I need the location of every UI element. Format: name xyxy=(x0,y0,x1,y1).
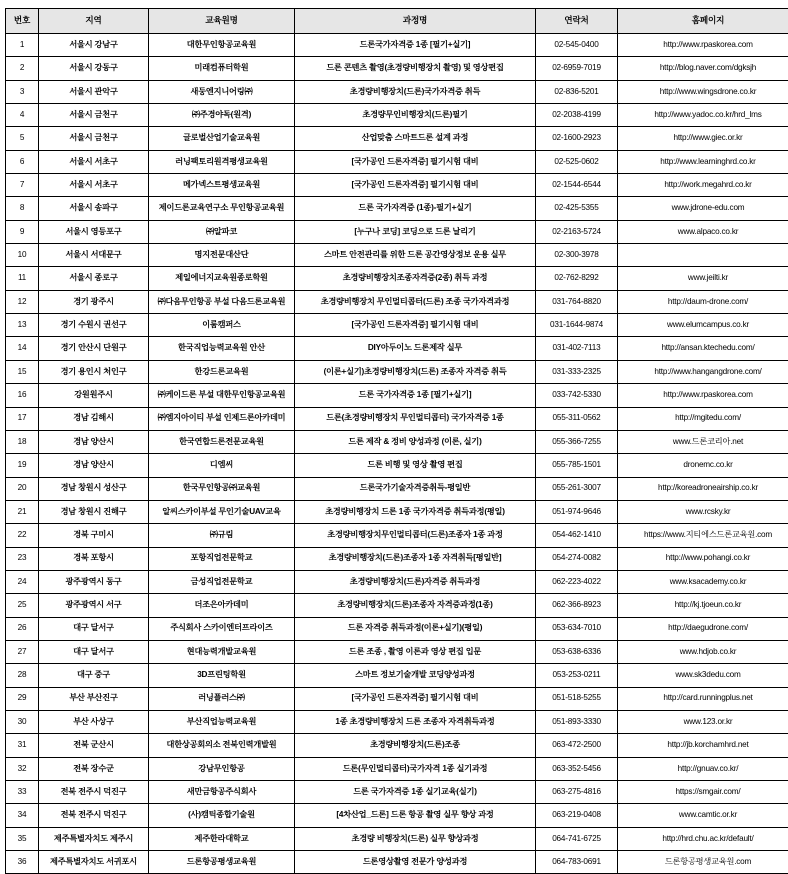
table-row xyxy=(6,664,788,687)
cell-tel: 064-741-6725 xyxy=(536,827,618,850)
cell-institution: 글로벌산업기술교육원 xyxy=(149,127,295,150)
cell-course: 드론 국가자격증 1종 [필기+실기] xyxy=(295,384,536,407)
cell-institution: ㈜엠지아이티 부설 인제드론아카데미 xyxy=(149,407,295,430)
cell-institution: 대한무인항공교육원 xyxy=(149,34,295,57)
cell-region: 대구 달서구 xyxy=(39,617,149,640)
cell-region: 경기 안산시 단원구 xyxy=(39,337,149,360)
table-header-row xyxy=(6,9,788,34)
cell-institution: 디엠씨 xyxy=(149,454,295,477)
cell-course: 초경량비행장치 무인멀티콥터(드론) 조종 국가자격과정 xyxy=(295,290,536,313)
cell-course: 드론국가기술자격증취득-평일반 xyxy=(295,477,536,500)
cell-no: 15 xyxy=(6,360,39,383)
cell-no: 7 xyxy=(6,174,39,197)
cell-course: [4차산업_드론] 드론 항공 촬영 실무 향상 과정 xyxy=(295,804,536,827)
table-row xyxy=(6,781,788,804)
table-row xyxy=(6,290,788,313)
cell-institution: 더조은아카데미 xyxy=(149,594,295,617)
table-row xyxy=(6,524,788,547)
cell-website[interactable]: http://blog.naver.com/dgksjh xyxy=(618,57,788,80)
table-body xyxy=(6,34,788,874)
cell-institution: 주식회사 스카이엔터프라이즈 xyxy=(149,617,295,640)
cell-tel: 054-462-1410 xyxy=(536,524,618,547)
table-row xyxy=(6,477,788,500)
cell-no: 18 xyxy=(6,430,39,453)
cell-institution: 금성직업전문학교 xyxy=(149,570,295,593)
table-row xyxy=(6,570,788,593)
table-row xyxy=(6,360,788,383)
table-row xyxy=(6,594,788,617)
cell-no: 14 xyxy=(6,337,39,360)
cell-region: 전북 군산시 xyxy=(39,734,149,757)
cell-no: 25 xyxy=(6,594,39,617)
cell-institution: 제일에너지교육원종로학원 xyxy=(149,267,295,290)
table-row xyxy=(6,150,788,173)
cell-no: 32 xyxy=(6,757,39,780)
cell-no: 36 xyxy=(6,851,39,874)
cell-region: 전북 장수군 xyxy=(39,757,149,780)
cell-tel: 02-300-3978 xyxy=(536,244,618,267)
cell-website[interactable]: http://www.learninghrd.co.kr xyxy=(618,150,788,173)
cell-tel: 062-223-4022 xyxy=(536,570,618,593)
cell-region: 서울시 서초구 xyxy=(39,150,149,173)
cell-region: 서울시 강동구 xyxy=(39,57,149,80)
cell-region: 대구 달서구 xyxy=(39,640,149,663)
cell-region: 서울시 송파구 xyxy=(39,197,149,220)
cell-course: 산업맞춤 스마트드론 설계 과정 xyxy=(295,127,536,150)
table-row xyxy=(6,80,788,103)
cell-website[interactable]: http://www.pohangi.co.kr xyxy=(618,547,788,570)
cell-course: 드론 콘텐츠 촬영(초경량비행장치 촬영) 및 영상편집 xyxy=(295,57,536,80)
cell-institution: 이룸캠퍼스 xyxy=(149,314,295,337)
table-row xyxy=(6,547,788,570)
cell-institution: 강남무인항공 xyxy=(149,757,295,780)
cell-institution: ㈜다음무인항공 부설 다음드론교육원 xyxy=(149,290,295,313)
cell-website[interactable]: https://smgair.com/ xyxy=(618,781,788,804)
table-row xyxy=(6,430,788,453)
cell-tel: 055-311-0562 xyxy=(536,407,618,430)
table-row xyxy=(6,337,788,360)
cell-region: 경기 광주시 xyxy=(39,290,149,313)
cell-no: 21 xyxy=(6,500,39,523)
cell-course: 초경량비행장치 드론 1종 국가자격증 취득과정(평일) xyxy=(295,500,536,523)
table-row xyxy=(6,174,788,197)
cell-website[interactable]: http://gnuav.co.kr/ xyxy=(618,757,788,780)
cell-no: 5 xyxy=(6,127,39,150)
cell-institution: 부산직업능력교육원 xyxy=(149,710,295,733)
cell-website[interactable]: http://hrd.chu.ac.kr/default/ xyxy=(618,827,788,850)
cell-website[interactable]: www.ksacademy.co.kr xyxy=(618,570,788,593)
table-row xyxy=(6,710,788,733)
cell-website[interactable]: www.rcsky.kr xyxy=(618,500,788,523)
cell-website[interactable]: http://www.yadoc.co.kr/hrd_lms xyxy=(618,104,788,127)
cell-website[interactable]: www.jdrone-edu.com xyxy=(618,197,788,220)
cell-region: 대구 중구 xyxy=(39,664,149,687)
table-row xyxy=(6,454,788,477)
cell-no: 11 xyxy=(6,267,39,290)
cell-course: 초경량비행장치(드론)조종 xyxy=(295,734,536,757)
drone-training-centers-table xyxy=(5,8,788,874)
cell-course: 초경량비행장치조종자격증(2종) 취득 과정 xyxy=(295,267,536,290)
cell-region: 경남 김해시 xyxy=(39,407,149,430)
cell-course: 초경량비행장치(드론)조종자 자격증과정(1종) xyxy=(295,594,536,617)
cell-tel: 064-783-0691 xyxy=(536,851,618,874)
table-row xyxy=(6,34,788,57)
cell-institution: 새둥엔지니어링㈜ xyxy=(149,80,295,103)
cell-tel: 02-425-5355 xyxy=(536,197,618,220)
cell-no: 33 xyxy=(6,781,39,804)
cell-no: 3 xyxy=(6,80,39,103)
cell-region: 서울시 금천구 xyxy=(39,127,149,150)
cell-course: 초경량비행장치무인멀티콥터(드론)조종자 1종 과정 xyxy=(295,524,536,547)
table-row xyxy=(6,244,788,267)
cell-website[interactable]: www.드론코리아.net xyxy=(618,430,788,453)
column-header-tel: 연락처 xyxy=(536,9,618,34)
cell-course: [국가공인 드론자격증] 필기시험 대비 xyxy=(295,314,536,337)
cell-tel: 055-785-1501 xyxy=(536,454,618,477)
cell-no: 4 xyxy=(6,104,39,127)
table-row xyxy=(6,851,788,874)
cell-website[interactable]: http://kj.tjoeun.co.kr xyxy=(618,594,788,617)
cell-tel: 02-762-8292 xyxy=(536,267,618,290)
cell-tel: 051-518-5255 xyxy=(536,687,618,710)
cell-website[interactable]: http://ansan.ktechedu.com/ xyxy=(618,337,788,360)
cell-tel: 031-1644-9874 xyxy=(536,314,618,337)
table-row xyxy=(6,104,788,127)
cell-website[interactable]: http://work.megahrd.co.kr xyxy=(618,174,788,197)
cell-website[interactable]: www.elumcampus.co.kr xyxy=(618,314,788,337)
table-row xyxy=(6,384,788,407)
cell-tel: 063-352-5456 xyxy=(536,757,618,780)
cell-region: 경북 포항시 xyxy=(39,547,149,570)
cell-tel: 062-366-8923 xyxy=(536,594,618,617)
column-header-website: 홈페이지 xyxy=(618,9,788,34)
cell-website[interactable]: www.camtic.or.kr xyxy=(618,804,788,827)
cell-institution: 드론항공평생교육원 xyxy=(149,851,295,874)
cell-website[interactable]: https://www.지티에스드론교육원.com xyxy=(618,524,788,547)
cell-no: 19 xyxy=(6,454,39,477)
cell-region: 경남 양산시 xyxy=(39,430,149,453)
cell-course: 초경량무인비행장치(드론)필기 xyxy=(295,104,536,127)
table-row xyxy=(6,57,788,80)
cell-course: DIY아두이노 드론제작 실무 xyxy=(295,337,536,360)
cell-region: 강원원주시 xyxy=(39,384,149,407)
cell-no: 20 xyxy=(6,477,39,500)
cell-no: 9 xyxy=(6,220,39,243)
table-row xyxy=(6,640,788,663)
table-row xyxy=(6,687,788,710)
table-row xyxy=(6,827,788,850)
cell-no: 16 xyxy=(6,384,39,407)
cell-institution: 한강드론교육원 xyxy=(149,360,295,383)
cell-tel: 02-545-0400 xyxy=(536,34,618,57)
cell-no: 26 xyxy=(6,617,39,640)
cell-institution: 제주한라대학교 xyxy=(149,827,295,850)
cell-tel: 033-742-5330 xyxy=(536,384,618,407)
cell-website[interactable]: http://www.hangangdrone.com/ xyxy=(618,360,788,383)
cell-institution: 명지전문대산단 xyxy=(149,244,295,267)
cell-no: 29 xyxy=(6,687,39,710)
table-header xyxy=(6,9,788,34)
cell-website[interactable]: http://card.runningplus.net xyxy=(618,687,788,710)
cell-institution: ㈜주경야독(원격) xyxy=(149,104,295,127)
cell-institution: ㈜규림 xyxy=(149,524,295,547)
cell-website[interactable]: http://www.rpaskorea.com xyxy=(618,34,788,57)
cell-institution: 미래컴퓨터학원 xyxy=(149,57,295,80)
cell-tel: 055-366-7255 xyxy=(536,430,618,453)
cell-course: 드론 국가자격증 1종 실기교육(실기) xyxy=(295,781,536,804)
cell-tel: 02-836-5201 xyxy=(536,80,618,103)
table-row xyxy=(6,757,788,780)
cell-course: 초경량비행장치(드론)자격증 취득과정 xyxy=(295,570,536,593)
cell-website[interactable]: http://daum-drone.com/ xyxy=(618,290,788,313)
cell-tel: 063-219-0408 xyxy=(536,804,618,827)
cell-tel: 053-634-7010 xyxy=(536,617,618,640)
cell-institution: 러닝팩토리원격평생교육원 xyxy=(149,150,295,173)
cell-tel: 063-472-2500 xyxy=(536,734,618,757)
cell-tel: 02-2163-5724 xyxy=(536,220,618,243)
cell-website[interactable]: www.alpaco.co.kr xyxy=(618,220,788,243)
cell-institution: 현대능력개발교육원 xyxy=(149,640,295,663)
cell-institution: ㈜알파코 xyxy=(149,220,295,243)
cell-course: [국가공인 드론자격증] 필기시험 대비 xyxy=(295,174,536,197)
cell-tel: 031-764-8820 xyxy=(536,290,618,313)
cell-no: 12 xyxy=(6,290,39,313)
cell-tel: 055-261-3007 xyxy=(536,477,618,500)
cell-tel: 02-2038-4199 xyxy=(536,104,618,127)
cell-course: 드론 조종 , 촬영 이론과 영상 편집 입문 xyxy=(295,640,536,663)
cell-region: 제주특별자치도 제주시 xyxy=(39,827,149,850)
column-header-no: 번호 xyxy=(6,9,39,34)
cell-no: 24 xyxy=(6,570,39,593)
table-row xyxy=(6,314,788,337)
cell-course: [국가공인 드론자격증] 필기시험 대비 xyxy=(295,150,536,173)
column-header-course: 과정명 xyxy=(295,9,536,34)
cell-website[interactable]: http://www.rpaskorea.com xyxy=(618,384,788,407)
table-row xyxy=(6,267,788,290)
table-row xyxy=(6,127,788,150)
cell-region: 경북 구미시 xyxy=(39,524,149,547)
cell-no: 31 xyxy=(6,734,39,757)
cell-tel: 02-525-0602 xyxy=(536,150,618,173)
cell-website[interactable]: http://daegudrone.com/ xyxy=(618,617,788,640)
cell-no: 34 xyxy=(6,804,39,827)
cell-course: 초경량비행장치(드론)조종자 1종 자격취득[평일반] xyxy=(295,547,536,570)
cell-no: 30 xyxy=(6,710,39,733)
cell-institution: 한국직업능력교육원 안산 xyxy=(149,337,295,360)
cell-region: 경남 양산시 xyxy=(39,454,149,477)
cell-tel: 051-893-3330 xyxy=(536,710,618,733)
table-row xyxy=(6,407,788,430)
cell-course: 스마트 정보기술개발 코딩양성과정 xyxy=(295,664,536,687)
cell-website[interactable]: http://www.giec.or.kr xyxy=(618,127,788,150)
cell-institution: (사)캠틱종합기술원 xyxy=(149,804,295,827)
cell-course: 드론(무인멀티콥터)국가자격 1종 실기과정 xyxy=(295,757,536,780)
cell-course: 드론국가자격증 1종 [필기+실기] xyxy=(295,34,536,57)
cell-tel: 063-275-4816 xyxy=(536,781,618,804)
cell-tel: 053-638-6336 xyxy=(536,640,618,663)
cell-institution: ㈜케이드론 부설 대한무인항공교육원 xyxy=(149,384,295,407)
cell-institution: 알씨스카이부설 무인기술UAV교육 xyxy=(149,500,295,523)
cell-website[interactable] xyxy=(618,244,788,267)
cell-region: 서울시 서대문구 xyxy=(39,244,149,267)
cell-course: 스마트 안전관리를 위한 드론 공간영상정보 운용 실무 xyxy=(295,244,536,267)
cell-region: 광주광역시 동구 xyxy=(39,570,149,593)
table-row xyxy=(6,617,788,640)
cell-tel: 031-333-2325 xyxy=(536,360,618,383)
cell-no: 13 xyxy=(6,314,39,337)
cell-institution: 제이드론교육연구소 무인항공교육원 xyxy=(149,197,295,220)
cell-region: 서울시 관악구 xyxy=(39,80,149,103)
cell-tel: 053-253-0211 xyxy=(536,664,618,687)
cell-no: 2 xyxy=(6,57,39,80)
cell-region: 전북 전주시 덕진구 xyxy=(39,804,149,827)
cell-tel: 054-274-0082 xyxy=(536,547,618,570)
cell-no: 17 xyxy=(6,407,39,430)
table-row xyxy=(6,197,788,220)
cell-region: 부산 부산진구 xyxy=(39,687,149,710)
cell-region: 서울시 강남구 xyxy=(39,34,149,57)
cell-institution: 새만금항공주식회사 xyxy=(149,781,295,804)
cell-tel: 031-402-7113 xyxy=(536,337,618,360)
column-header-institution: 교육원명 xyxy=(149,9,295,34)
cell-institution: 메가넥스트평생교육원 xyxy=(149,174,295,197)
cell-website[interactable]: dronemc.co.kr xyxy=(618,454,788,477)
cell-course: [국가공인 드론자격증] 필기시험 대비 xyxy=(295,687,536,710)
cell-course: 드론 비행 및 영상 촬영 편집 xyxy=(295,454,536,477)
cell-course: 드론(초경량비행장치 무인멀티콥터) 국가자격증 1종 xyxy=(295,407,536,430)
cell-website[interactable]: http://jb.korchamhrd.net xyxy=(618,734,788,757)
cell-region: 경남 창원시 진해구 xyxy=(39,500,149,523)
cell-region: 경남 창원시 성산구 xyxy=(39,477,149,500)
cell-region: 서울시 종로구 xyxy=(39,267,149,290)
cell-region: 부산 사상구 xyxy=(39,710,149,733)
cell-no: 35 xyxy=(6,827,39,850)
cell-no: 23 xyxy=(6,547,39,570)
cell-institution: 한국연합드론전문교육원 xyxy=(149,430,295,453)
cell-course: 초경량비행장치(드론)국가자격증 취득 xyxy=(295,80,536,103)
cell-website[interactable]: http://mgitedu.com/ xyxy=(618,407,788,430)
cell-tel: 02-1600-2923 xyxy=(536,127,618,150)
cell-course: [누구나 코딩] 코딩으로 드론 날리기 xyxy=(295,220,536,243)
cell-tel: 02-1544-6544 xyxy=(536,174,618,197)
table-row xyxy=(6,220,788,243)
cell-region: 서울시 금천구 xyxy=(39,104,149,127)
cell-institution: 대한상공회의소 전북인력개발원 xyxy=(149,734,295,757)
cell-region: 광주광역시 서구 xyxy=(39,594,149,617)
cell-course: 초경량 비행장치(드론) 실무 향상과정 xyxy=(295,827,536,850)
cell-course: (이론+실기)초경량비행장치(드론) 조종자 자격증 취득 xyxy=(295,360,536,383)
cell-region: 제주특별자치도 서귀포시 xyxy=(39,851,149,874)
cell-no: 10 xyxy=(6,244,39,267)
cell-no: 22 xyxy=(6,524,39,547)
cell-tel: 02-6959-7019 xyxy=(536,57,618,80)
cell-course: 드론영상촬영 전문가 양성과정 xyxy=(295,851,536,874)
cell-no: 1 xyxy=(6,34,39,57)
cell-no: 27 xyxy=(6,640,39,663)
cell-region: 경기 수원시 권선구 xyxy=(39,314,149,337)
table-row xyxy=(6,500,788,523)
cell-website[interactable]: 드론항공평생교육원.com xyxy=(618,851,788,874)
cell-region: 서울시 영등포구 xyxy=(39,220,149,243)
table-row xyxy=(6,734,788,757)
column-header-region: 지역 xyxy=(39,9,149,34)
cell-region: 경기 용인시 처인구 xyxy=(39,360,149,383)
cell-website[interactable]: http://koreadroneairship.co.kr xyxy=(618,477,788,500)
cell-course: 드론 자격증 취득과정(이론+실기)(평일) xyxy=(295,617,536,640)
cell-no: 8 xyxy=(6,197,39,220)
cell-no: 28 xyxy=(6,664,39,687)
cell-website[interactable]: www.jeilti.kr xyxy=(618,267,788,290)
cell-region: 서울시 서초구 xyxy=(39,174,149,197)
cell-tel: 051-974-9646 xyxy=(536,500,618,523)
cell-website[interactable]: www.sk3dedu.com xyxy=(618,664,788,687)
cell-course: 드론 제작 & 정비 양성과정 (이론, 실기) xyxy=(295,430,536,453)
cell-region: 전북 전주시 덕진구 xyxy=(39,781,149,804)
table-row xyxy=(6,804,788,827)
cell-no: 6 xyxy=(6,150,39,173)
cell-website[interactable]: www.hdjob.co.kr xyxy=(618,640,788,663)
cell-website[interactable]: http://www.wingsdrone.co.kr xyxy=(618,80,788,103)
cell-institution: 한국무인항공㈜교육원 xyxy=(149,477,295,500)
cell-website[interactable]: www.123.or.kr xyxy=(618,710,788,733)
cell-institution: 포항직업전문학교 xyxy=(149,547,295,570)
cell-institution: 3D프린팅학원 xyxy=(149,664,295,687)
cell-course: 드론 국가자격증 (1종)-필기+실기 xyxy=(295,197,536,220)
cell-course: 1종 초경량비행장치 드론 조종자 자격취득과정 xyxy=(295,710,536,733)
cell-institution: 러닝플러스㈜ xyxy=(149,687,295,710)
